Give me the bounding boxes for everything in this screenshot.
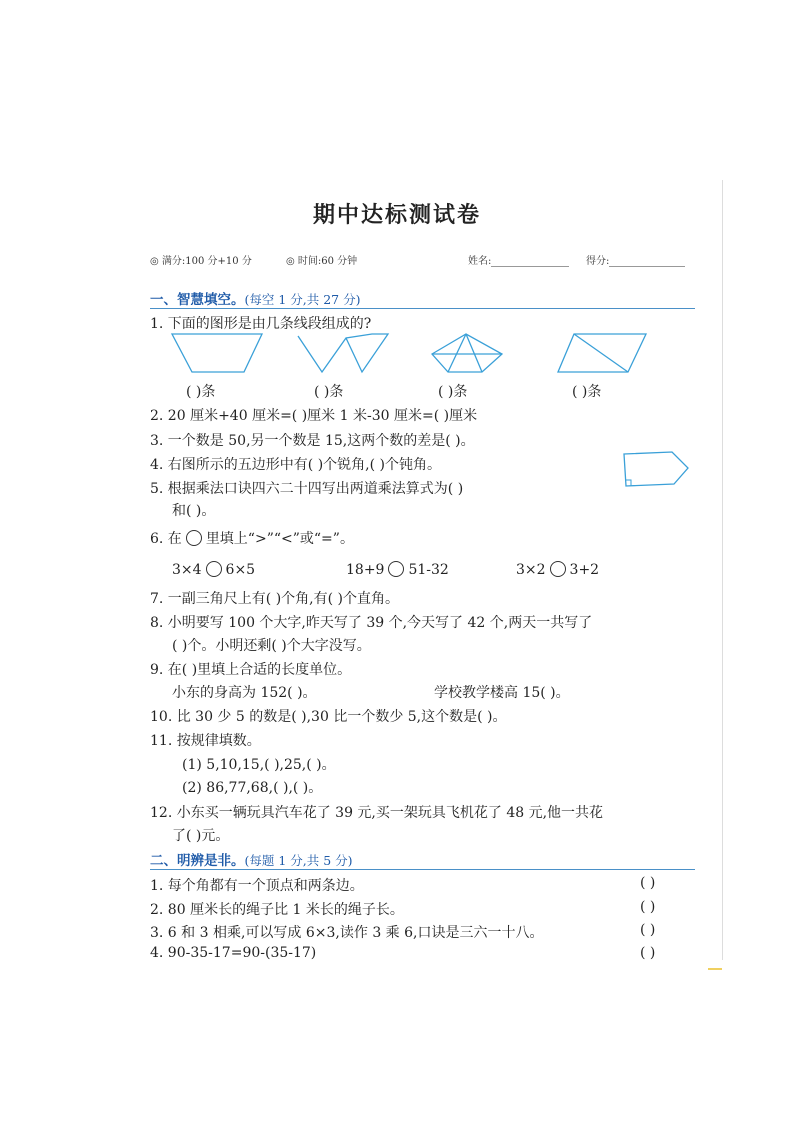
judge-1-answer[interactable]: ( ) [640,875,656,891]
section1-title: 一、智慧填空。 [150,292,245,308]
question-11-part2[interactable]: (2) 86,77,68,( ),( )。 [182,780,323,796]
judge-4-answer[interactable]: ( ) [640,945,656,961]
question-7[interactable]: 7. 一副三角尺上有( )个角,有( )个直角。 [150,591,400,607]
name-label: 姓名: [468,256,492,267]
section2-title: 二、明辨是非。 [150,853,245,869]
figure-fan-line-2 [466,334,482,372]
figure-fan-polygon [432,334,502,372]
section2-divider [150,869,695,870]
page-title: 期中达标测试卷 [312,202,481,228]
compare-2 [346,561,449,578]
q6-text-b: 里填上“>”“<”或“=”。 [205,531,354,547]
grade-field[interactable] [586,252,685,267]
judge-4: 4. 90-35-17=90-(35-17) [150,945,317,961]
section1-divider [150,308,695,309]
section1-heading [150,288,360,308]
section2-heading [150,849,353,869]
question-5-line2[interactable]: 和( )。 [172,503,216,519]
question-6 [150,528,354,548]
compare-3 [516,561,599,578]
compare-1-left: 3×4 [172,562,202,578]
q1-blank-3[interactable]: ( )条 [438,384,468,400]
question-4[interactable]: 4. 右图所示的五边形中有( )个锐角,( )个钝角。 [150,457,442,473]
compare-2-right: 51-32 [408,562,449,578]
binding-line [722,180,723,960]
question-9-height[interactable]: 小东的身高为 152( )。 [172,685,317,701]
time-info: ◎ 时间:60 分钟 [286,256,358,267]
q1-blank-2[interactable]: ( )条 [314,384,344,400]
question-1: 1. 下面的图形是由几条线段组成的? [150,316,372,332]
question-5-line1[interactable]: 5. 根据乘法口诀四六二十四写出两道乘法算式为( ) [150,481,464,497]
q1-blank-4[interactable]: ( )条 [572,384,602,400]
question-12-line2[interactable]: 了( )元。 [172,828,230,844]
pentagon-figure [620,448,692,490]
compare-3-circle[interactable] [550,561,566,577]
question-11-part1[interactable]: (1) 5,10,15,( ),25,( )。 [182,757,336,773]
compare-circle-icon [186,530,202,546]
question-8-line1: 8. 小明要写 100 个大字,昨天写了 39 个,今天写了 42 个,两天一共写了 [150,615,593,631]
judge-3: 3. 6 和 3 相乘,可以写成 6×3,读作 3 乘 6,口诀是三六一十八。 [150,925,544,941]
question-2[interactable]: 2. 20 厘米+40 厘米=( )厘米 1 米-30 厘米=( )厘米 [150,408,478,424]
question-12-line1: 12. 小东买一辆玩具汽车花了 39 元,买一架玩具飞机花了 48 元,他一共花 [150,805,604,821]
name-field[interactable] [468,252,569,267]
question-9-building[interactable]: 学校教学楼高 15( )。 [434,685,570,701]
highlight-mark [708,968,722,970]
judge-2-answer[interactable]: ( ) [640,899,656,915]
q1-blank-1[interactable]: ( )条 [186,384,216,400]
figure-trapezoid [172,334,262,372]
score-info: ◎ 满分:100 分+10 分 [150,256,252,267]
compare-1-right: 6×5 [225,562,256,578]
compare-1 [172,561,255,578]
figure-zigzag [298,334,388,372]
question-8-line2[interactable]: ( )个。小明还剩( )个大字没写。 [172,638,371,654]
question-3[interactable]: 3. 一个数是 50,另一个数是 15,这两个数的差是( )。 [150,433,475,449]
compare-2-circle[interactable] [388,561,404,577]
compare-2-left: 18+9 [346,562,385,578]
question-9-line1: 9. 在( )里填上合适的长度单位。 [150,662,352,678]
section1-rule: (每空 1 分,共 27 分) [244,292,361,307]
compare-3-right: 3+2 [569,562,600,578]
grade-underline [609,254,685,267]
question-10[interactable]: 10. 比 30 少 5 的数是( ),30 比一个数少 5,这个数是( )。 [150,709,507,725]
grade-label: 得分: [586,256,610,267]
judge-1: 1. 每个角都有一个顶点和两条边。 [150,878,364,894]
judge-2: 2. 80 厘米长的绳子比 1 米长的绳子长。 [150,902,404,918]
section2-rule: (每题 1 分,共 5 分) [244,853,353,868]
compare-3-left: 3×2 [516,562,546,578]
compare-1-circle[interactable] [206,561,222,577]
segment-figures [150,328,710,378]
figure-parallelogram-diagonal [574,334,628,372]
judge-3-answer[interactable]: ( ) [640,922,656,938]
question-11: 11. 按规律填数。 [150,733,261,749]
q6-text-a: 6. 在 [150,531,182,547]
name-underline [491,254,569,267]
